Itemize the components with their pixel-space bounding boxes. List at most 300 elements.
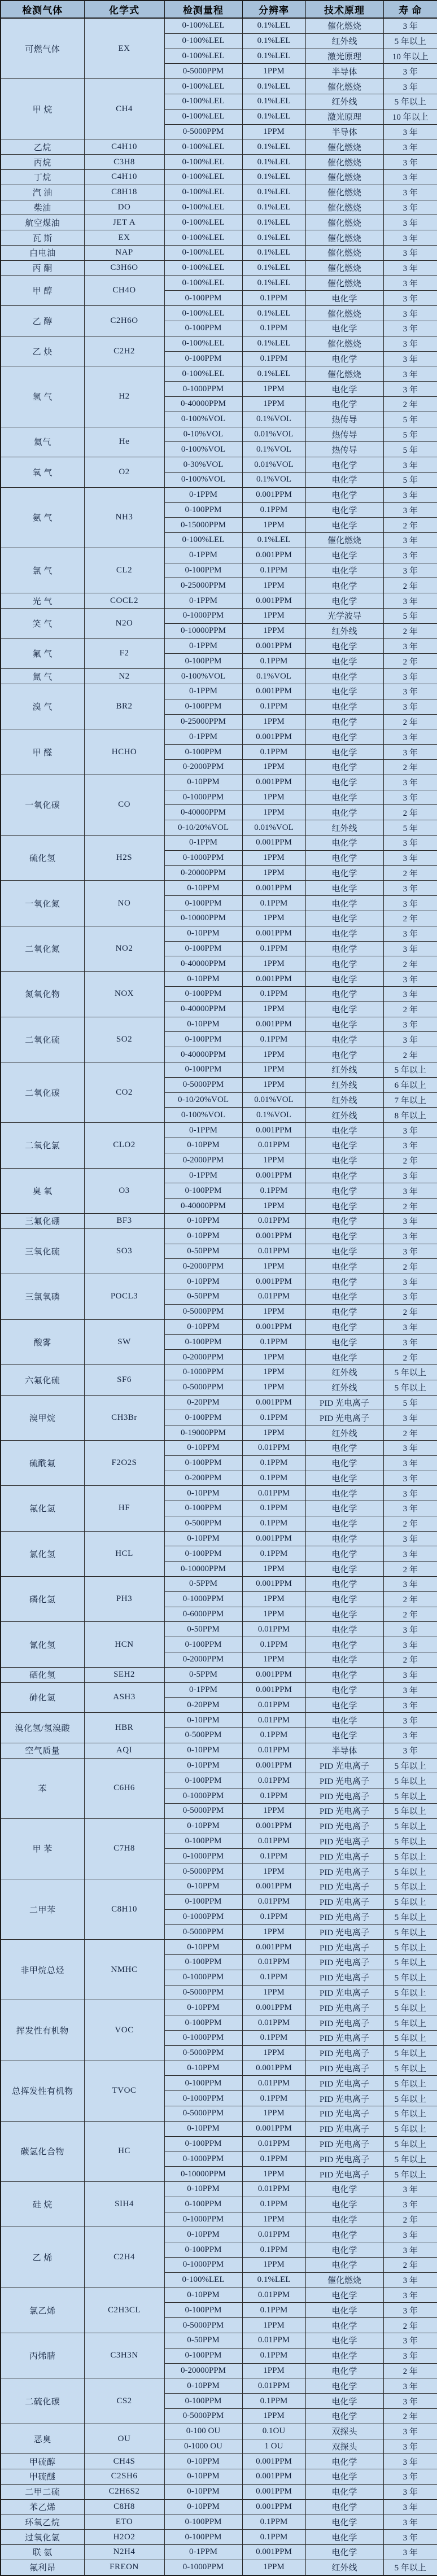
lifespan-cell: 3 年 (383, 18, 437, 33)
lifespan-cell: 5 年以上 (383, 1985, 437, 2000)
resolution-cell: 0.01PPM (242, 2015, 305, 2031)
gas-name-cell: 砷化氢 (1, 1682, 84, 1713)
formula-cell: C6H6 (84, 1758, 164, 1818)
resolution-cell: 0.001PPM (242, 638, 305, 654)
table-row (1, 775, 437, 790)
lifespan-cell: 3 年 (383, 2242, 437, 2258)
range-cell: 0-1PPM (164, 2545, 242, 2560)
range-cell: 0-100PPM (164, 1410, 242, 1425)
resolution-cell: 1PPM (242, 64, 305, 79)
range-cell: 0-10PPM (164, 2227, 242, 2242)
resolution-cell: 1PPM (242, 850, 305, 865)
lifespan-cell: 3 年 (383, 1622, 437, 1637)
range-cell: 0-20000PPM (164, 865, 242, 881)
resolution-cell: 0.01PPM (242, 1773, 305, 1788)
formula-cell: C8H18 (84, 185, 164, 200)
range-cell: 0-100PPM (164, 941, 242, 956)
range-cell: 0-1000PPM (164, 1364, 242, 1380)
gas-name-cell: 丁烷 (1, 169, 84, 185)
formula-cell: NO2 (84, 926, 164, 971)
principle-cell: 电化学 (305, 2212, 383, 2227)
resolution-cell: 0.1%VOL (242, 472, 305, 487)
principle-cell: 电化学 (305, 1017, 383, 1032)
lifespan-cell: 3 年 (383, 745, 437, 760)
table-row (1, 1879, 437, 1895)
header-row (1, 1, 437, 18)
formula-cell: SIH4 (84, 2181, 164, 2227)
lifespan-cell: 3 年 (383, 533, 437, 548)
range-cell: 0-100PPM (164, 987, 242, 1002)
formula-cell: SO2 (84, 1017, 164, 1062)
principle-cell: 电化学 (305, 956, 383, 972)
table-row (1, 487, 437, 502)
lifespan-cell: 3 年 (383, 1410, 437, 1425)
lifespan-cell: 5 年以上 (383, 2560, 437, 2575)
principle-cell: 电化学 (305, 1546, 383, 1562)
resolution-cell: 0.1%LEL (242, 2272, 305, 2288)
resolution-cell: 0.001PPM (242, 1577, 305, 1592)
lifespan-cell: 2 年 (383, 1425, 437, 1441)
resolution-cell: 1PPM (242, 578, 305, 593)
resolution-cell: 0.1PPM (242, 2151, 305, 2167)
lifespan-cell: 3 年 (383, 382, 437, 397)
lifespan-cell: 3 年 (383, 1183, 437, 1199)
lifespan-cell: 2 年 (383, 2363, 437, 2378)
formula-cell: C3H6O (84, 260, 164, 275)
lifespan-cell: 3 年 (383, 321, 437, 336)
range-cell: 0-100PPM (164, 1955, 242, 1970)
range-cell: 0-5000PPM (164, 64, 242, 79)
principle-cell: 电化学 (305, 472, 383, 487)
lifespan-cell: 3 年 (383, 2439, 437, 2454)
principle-cell: PID 光电离子 (305, 1909, 383, 1925)
lifespan-cell: 3 年 (383, 1440, 437, 1455)
resolution-cell: 0.1PPM (242, 2197, 305, 2212)
gas-name-cell: 甲 烷 (1, 79, 84, 139)
lifespan-cell: 3 年 (383, 1319, 437, 1335)
gas-name-cell: 笑 气 (1, 609, 84, 639)
gas-name-cell: 环氧乙烷 (1, 2514, 84, 2530)
range-cell: 0-50PPM (164, 1289, 242, 1304)
range-cell: 0-5000PPM (164, 1304, 242, 1319)
principle-cell: 电化学 (305, 1667, 383, 1682)
resolution-cell: 0.1PPM (242, 2091, 305, 2106)
principle-cell: PID 光电离子 (305, 2121, 383, 2136)
formula-cell: PH3 (84, 1577, 164, 1622)
resolution-cell: 0.1PPM (242, 2030, 305, 2045)
gas-name-cell: 溴 气 (1, 684, 84, 729)
table-row (1, 169, 437, 185)
range-cell: 0-40000PPM (164, 1001, 242, 1017)
resolution-cell: 0.001PPM (242, 2469, 305, 2485)
gas-name-cell: 苯 (1, 1758, 84, 1818)
lifespan-cell: 5 年以上 (383, 2121, 437, 2136)
principle-cell: 电化学 (305, 487, 383, 502)
principle-cell: 催化燃烧 (305, 169, 383, 185)
formula-cell: CL2 (84, 548, 164, 593)
principle-cell: 红外线 (305, 820, 383, 836)
principle-cell: 催化燃烧 (305, 18, 383, 33)
formula-cell: FREON (84, 2560, 164, 2575)
resolution-cell: 0.1%LEL (242, 200, 305, 215)
principle-cell: 电化学 (305, 2484, 383, 2499)
formula-cell: CH3Br (84, 1395, 164, 1440)
lifespan-cell: 3 年 (383, 2394, 437, 2409)
range-cell: 0-1000PPM (164, 1591, 242, 1607)
principle-cell: PID 光电离子 (305, 1788, 383, 1804)
principle-cell: 红外线 (305, 1108, 383, 1123)
resolution-cell: 0.001PPM (242, 1818, 305, 1834)
range-cell: 0-1000PPM (164, 2212, 242, 2227)
lifespan-cell: 3 年 (383, 2424, 437, 2439)
resolution-cell: 0.1PPM (242, 1909, 305, 1925)
resolution-cell: 0.1PPM (242, 1788, 305, 1804)
gas-name-cell: 氢 气 (1, 366, 84, 427)
principle-cell: 电化学 (305, 638, 383, 654)
principle-cell: 电化学 (305, 2181, 383, 2197)
principle-cell: 催化燃烧 (305, 2272, 383, 2288)
formula-cell: C8H8 (84, 2499, 164, 2514)
table-row (1, 2484, 437, 2499)
resolution-cell: 1PPM (242, 1199, 305, 1214)
resolution-cell: 1PPM (242, 1425, 305, 1441)
lifespan-cell: 2 年 (383, 396, 437, 412)
range-cell: 0-100%LEL (164, 2272, 242, 2288)
range-cell: 0-10PPM (164, 1440, 242, 1455)
principle-cell: 电化学 (305, 1682, 383, 1698)
lifespan-cell: 3 年 (383, 260, 437, 275)
principle-cell: 电化学 (305, 1455, 383, 1471)
table-row (1, 2545, 437, 2560)
resolution-cell: 0.01PPM (242, 1486, 305, 1501)
range-cell: 0-100PPM (164, 1455, 242, 1471)
resolution-cell: 0.001PPM (242, 1168, 305, 1183)
lifespan-cell: 5 年 (383, 472, 437, 487)
table-row (1, 1940, 437, 1955)
resolution-cell: 0.1PPM (242, 745, 305, 760)
table-row (1, 593, 437, 609)
table-row (1, 2288, 437, 2303)
range-cell: 0-10PPM (164, 2499, 242, 2514)
resolution-cell: 0.1PPM (242, 2394, 305, 2409)
range-cell: 0-100 OU (164, 2424, 242, 2439)
principle-cell: 电化学 (305, 881, 383, 896)
lifespan-cell: 3 年 (383, 1289, 437, 1304)
principle-cell: PID 光电离子 (305, 1758, 383, 1773)
formula-cell: POCL3 (84, 1274, 164, 1319)
lifespan-cell: 5 年以上 (383, 1773, 437, 1788)
range-cell: 0-100%LEL (164, 155, 242, 170)
principle-cell: 电化学 (305, 926, 383, 941)
formula-cell: C3H8 (84, 155, 164, 170)
resolution-cell: 1PPM (242, 124, 305, 139)
lifespan-cell: 6 年以上 (383, 1077, 437, 1092)
gas-name-cell: 丙烯腈 (1, 2333, 84, 2378)
principle-cell: 电化学 (305, 2408, 383, 2424)
lifespan-cell: 3 年 (383, 941, 437, 956)
gas-name-cell: 二甲苯 (1, 1879, 84, 1940)
resolution-cell: 0.1PPM (242, 1637, 305, 1652)
principle-cell: PID 光电离子 (305, 1834, 383, 1849)
principle-cell: 电化学 (305, 760, 383, 775)
resolution-cell: 1PPM (242, 2212, 305, 2227)
lifespan-cell: 10 年以上 (383, 109, 437, 124)
gas-name-cell: 酸雾 (1, 1319, 84, 1364)
resolution-cell: 0.01PPM (242, 1698, 305, 1713)
table-row (1, 275, 437, 291)
lifespan-cell: 2 年 (383, 1591, 437, 1607)
lifespan-cell: 5 年以上 (383, 2076, 437, 2091)
formula-cell: ETO (84, 2514, 164, 2530)
range-cell: 0-5000PPM (164, 1804, 242, 1819)
column-header-formula: 化学式 (84, 1, 164, 18)
range-cell: 0-1000PPM (164, 2257, 242, 2272)
lifespan-cell: 3 年 (383, 729, 437, 745)
lifespan-cell: 5 年 (383, 442, 437, 457)
resolution-cell: 0.1%LEL (242, 275, 305, 291)
range-cell: 0-10PPM (164, 1228, 242, 1244)
resolution-cell: 0.1%LEL (242, 109, 305, 124)
principle-cell: 催化燃烧 (305, 336, 383, 351)
principle-cell: PID 光电离子 (305, 2151, 383, 2167)
principle-cell: PID 光电离子 (305, 1773, 383, 1788)
principle-cell: 电化学 (305, 972, 383, 987)
range-cell: 0-500PPM (164, 1728, 242, 1743)
resolution-cell: 1PPM (242, 1591, 305, 1607)
resolution-cell: 1PPM (242, 2560, 305, 2575)
principle-cell: 电化学 (305, 1607, 383, 1622)
principle-cell: 电化学 (305, 714, 383, 729)
principle-cell: 电化学 (305, 745, 383, 760)
lifespan-cell: 2 年 (383, 760, 437, 775)
range-cell: 0-10PPM (164, 2181, 242, 2197)
range-cell: 0-10PPM (164, 1319, 242, 1335)
resolution-cell: 1PPM (242, 865, 305, 881)
principle-cell: 电化学 (305, 2257, 383, 2272)
range-cell: 0-1000PPM (164, 850, 242, 865)
table-row (1, 200, 437, 215)
principle-cell: 电化学 (305, 1577, 383, 1592)
resolution-cell: 0.1PPM (242, 1410, 305, 1425)
gas-name-cell: 氟化氢 (1, 1486, 84, 1531)
lifespan-cell: 2 年 (383, 2318, 437, 2333)
lifespan-cell: 3 年 (383, 563, 437, 578)
lifespan-cell: 3 年 (383, 1667, 437, 1682)
principle-cell: 电化学 (305, 790, 383, 805)
gas-name-cell: 空气质量 (1, 1743, 84, 1758)
range-cell: 0-50PPM (164, 1622, 242, 1637)
lifespan-cell: 3 年 (383, 155, 437, 170)
gas-name-cell: 二氧化碳 (1, 1062, 84, 1122)
range-cell: 0-1PPM (164, 487, 242, 502)
principle-cell: 催化燃烧 (305, 366, 383, 382)
principle-cell: PID 光电离子 (305, 2030, 383, 2045)
lifespan-cell: 3 年 (383, 1244, 437, 1259)
principle-cell: 电化学 (305, 1728, 383, 1743)
lifespan-cell: 3 年 (383, 638, 437, 654)
resolution-cell: 0.01PPM (242, 1713, 305, 1728)
range-cell: 0-100%LEL (164, 33, 242, 49)
range-cell: 0-1000PPM (164, 1788, 242, 1804)
lifespan-cell: 5 年以上 (383, 2091, 437, 2106)
range-cell: 0-100%LEL (164, 260, 242, 275)
table-row (1, 1168, 437, 1183)
formula-cell: F2O2S (84, 1440, 164, 1485)
range-cell: 0-1000PPM (164, 382, 242, 397)
formula-cell: N2 (84, 669, 164, 684)
range-cell: 0-1000PPM (164, 609, 242, 624)
principle-cell: PID 光电离子 (305, 1410, 383, 1425)
formula-cell: NAP (84, 245, 164, 260)
gas-name-cell: 光 气 (1, 593, 84, 609)
lifespan-cell: 2 年 (383, 1047, 437, 1062)
lifespan-cell: 3 年 (383, 306, 437, 321)
range-cell: 0-100PPM (164, 1501, 242, 1516)
table-row (1, 1577, 437, 1592)
resolution-cell: 0.1%VOL (242, 1108, 305, 1123)
column-header-resolution: 分辨率 (242, 1, 305, 18)
principle-cell: PID 光电离子 (305, 1955, 383, 1970)
resolution-cell: 0.01PPM (242, 2181, 305, 2197)
resolution-cell: 0.01%VOL (242, 457, 305, 473)
lifespan-cell: 3 年 (383, 336, 437, 351)
resolution-cell: 0.01PPM (242, 1244, 305, 1259)
lifespan-cell: 3 年 (383, 1213, 437, 1228)
table-row (1, 2454, 437, 2469)
table-row (1, 2469, 437, 2485)
range-cell: 0-2000PPM (164, 1259, 242, 1274)
range-cell: 0-1000PPM (164, 1970, 242, 1985)
table-row (1, 1758, 437, 1773)
principle-cell: 电化学 (305, 321, 383, 336)
table-row (1, 215, 437, 230)
lifespan-cell: 3 年 (383, 1743, 437, 1758)
resolution-cell: 1PPM (242, 2408, 305, 2424)
lifespan-cell: 3 年 (383, 1168, 437, 1183)
principle-cell: 催化燃烧 (305, 79, 383, 94)
lifespan-cell: 3 年 (383, 2499, 437, 2514)
principle-cell: 电化学 (305, 1591, 383, 1607)
gas-name-cell: 三氧化硫 (1, 1228, 84, 1274)
lifespan-cell: 2 年 (383, 714, 437, 729)
formula-cell: CH4S (84, 2454, 164, 2469)
resolution-cell: 1PPM (242, 2363, 305, 2378)
resolution-cell: 1PPM (242, 760, 305, 775)
resolution-cell: 0.001PPM (242, 684, 305, 699)
principle-cell: 催化燃烧 (305, 533, 383, 548)
formula-cell: NO (84, 881, 164, 926)
lifespan-cell: 2 年 (383, 911, 437, 926)
resolution-cell: 1PPM (242, 714, 305, 729)
table-row (1, 1743, 437, 1758)
principle-cell: 催化燃烧 (305, 230, 383, 246)
principle-cell: 电化学 (305, 2499, 383, 2514)
lifespan-cell: 5 年以上 (383, 1788, 437, 1804)
gas-name-cell: 二甲二硫 (1, 2484, 84, 2499)
range-cell: 0-1PPM (164, 593, 242, 609)
range-cell: 0-10/20%VOL (164, 820, 242, 836)
range-cell: 0-1PPM (164, 836, 242, 851)
gas-name-cell: 二氧化硫 (1, 1017, 84, 1062)
lifespan-cell: 3 年 (383, 79, 437, 94)
lifespan-cell: 2 年 (383, 1304, 437, 1319)
table-row (1, 1319, 437, 1335)
principle-cell: 电化学 (305, 1274, 383, 1289)
range-cell: 0-100PPM (164, 2394, 242, 2409)
resolution-cell: 0.01PPM (242, 1213, 305, 1228)
lifespan-cell: 3 年 (383, 139, 437, 155)
lifespan-cell: 5 年 (383, 609, 437, 624)
principle-cell: 红外线 (305, 1077, 383, 1092)
resolution-cell: 0.1PPM (242, 2530, 305, 2545)
resolution-cell: 0.01PPM (242, 2333, 305, 2348)
table-row (1, 1440, 437, 1455)
lifespan-cell: 5 年以上 (383, 1804, 437, 1819)
gas-name-cell: 二氧化氮 (1, 926, 84, 971)
lifespan-cell: 2 年 (383, 1652, 437, 1668)
principle-cell: 电化学 (305, 896, 383, 911)
principle-cell: 电化学 (305, 563, 383, 578)
lifespan-cell: 2 年 (383, 1562, 437, 1577)
principle-cell: PID 光电离子 (305, 1985, 383, 2000)
principle-cell: 电化学 (305, 2303, 383, 2318)
formula-cell: C7H8 (84, 1818, 164, 1879)
gas-name-cell: 甲 醇 (1, 275, 84, 306)
resolution-cell: 0.001PPM (242, 2484, 305, 2499)
gas-name-cell: 柴油 (1, 200, 84, 215)
column-header-principle: 技术原理 (305, 1, 383, 18)
lifespan-cell: 5 年以上 (383, 2000, 437, 2015)
principle-cell: 电化学 (305, 2288, 383, 2303)
range-cell: 0-10PPM (164, 2061, 242, 2076)
principle-cell: 红外线 (305, 33, 383, 49)
range-cell: 0-10PPM (164, 1017, 242, 1032)
range-cell: 0-100PPM (164, 1062, 242, 1077)
lifespan-cell: 3 年 (383, 366, 437, 382)
gas-name-cell: 丙 酮 (1, 260, 84, 275)
gas-name-cell: 联 氨 (1, 2545, 84, 2560)
lifespan-cell: 3 年 (383, 926, 437, 941)
formula-cell: NH3 (84, 487, 164, 548)
principle-cell: 电化学 (305, 1032, 383, 1047)
principle-cell: 热传导 (305, 442, 383, 457)
resolution-cell: 1PPM (242, 2318, 305, 2333)
lifespan-cell: 3 年 (383, 457, 437, 473)
gas-name-cell: 硫化氢 (1, 836, 84, 881)
lifespan-cell: 3 年 (383, 790, 437, 805)
table-row (1, 729, 437, 745)
lifespan-cell: 5 年以上 (383, 2167, 437, 2182)
principle-cell: 电化学 (305, 669, 383, 684)
lifespan-cell: 3 年 (383, 215, 437, 230)
table-row (1, 230, 437, 246)
table-row (1, 260, 437, 275)
lifespan-cell: 5 年以上 (383, 1062, 437, 1077)
lifespan-cell: 3 年 (383, 669, 437, 684)
resolution-cell: 0.001PPM (242, 1667, 305, 1682)
gas-name-cell: 过氧化氢 (1, 2530, 84, 2545)
range-cell: 0-1000PPM (164, 790, 242, 805)
table-row (1, 2121, 437, 2136)
resolution-cell: 1PPM (242, 1562, 305, 1577)
principle-cell: 红外线 (305, 1425, 383, 1441)
gas-name-cell: 挥发性有机物 (1, 2000, 84, 2061)
formula-cell: HCL (84, 1531, 164, 1576)
lifespan-cell: 5 年以上 (383, 1925, 437, 1940)
resolution-cell: 0.001PPM (242, 1319, 305, 1335)
formula-cell: F2 (84, 638, 164, 669)
range-cell: 0-10000PPM (164, 623, 242, 638)
